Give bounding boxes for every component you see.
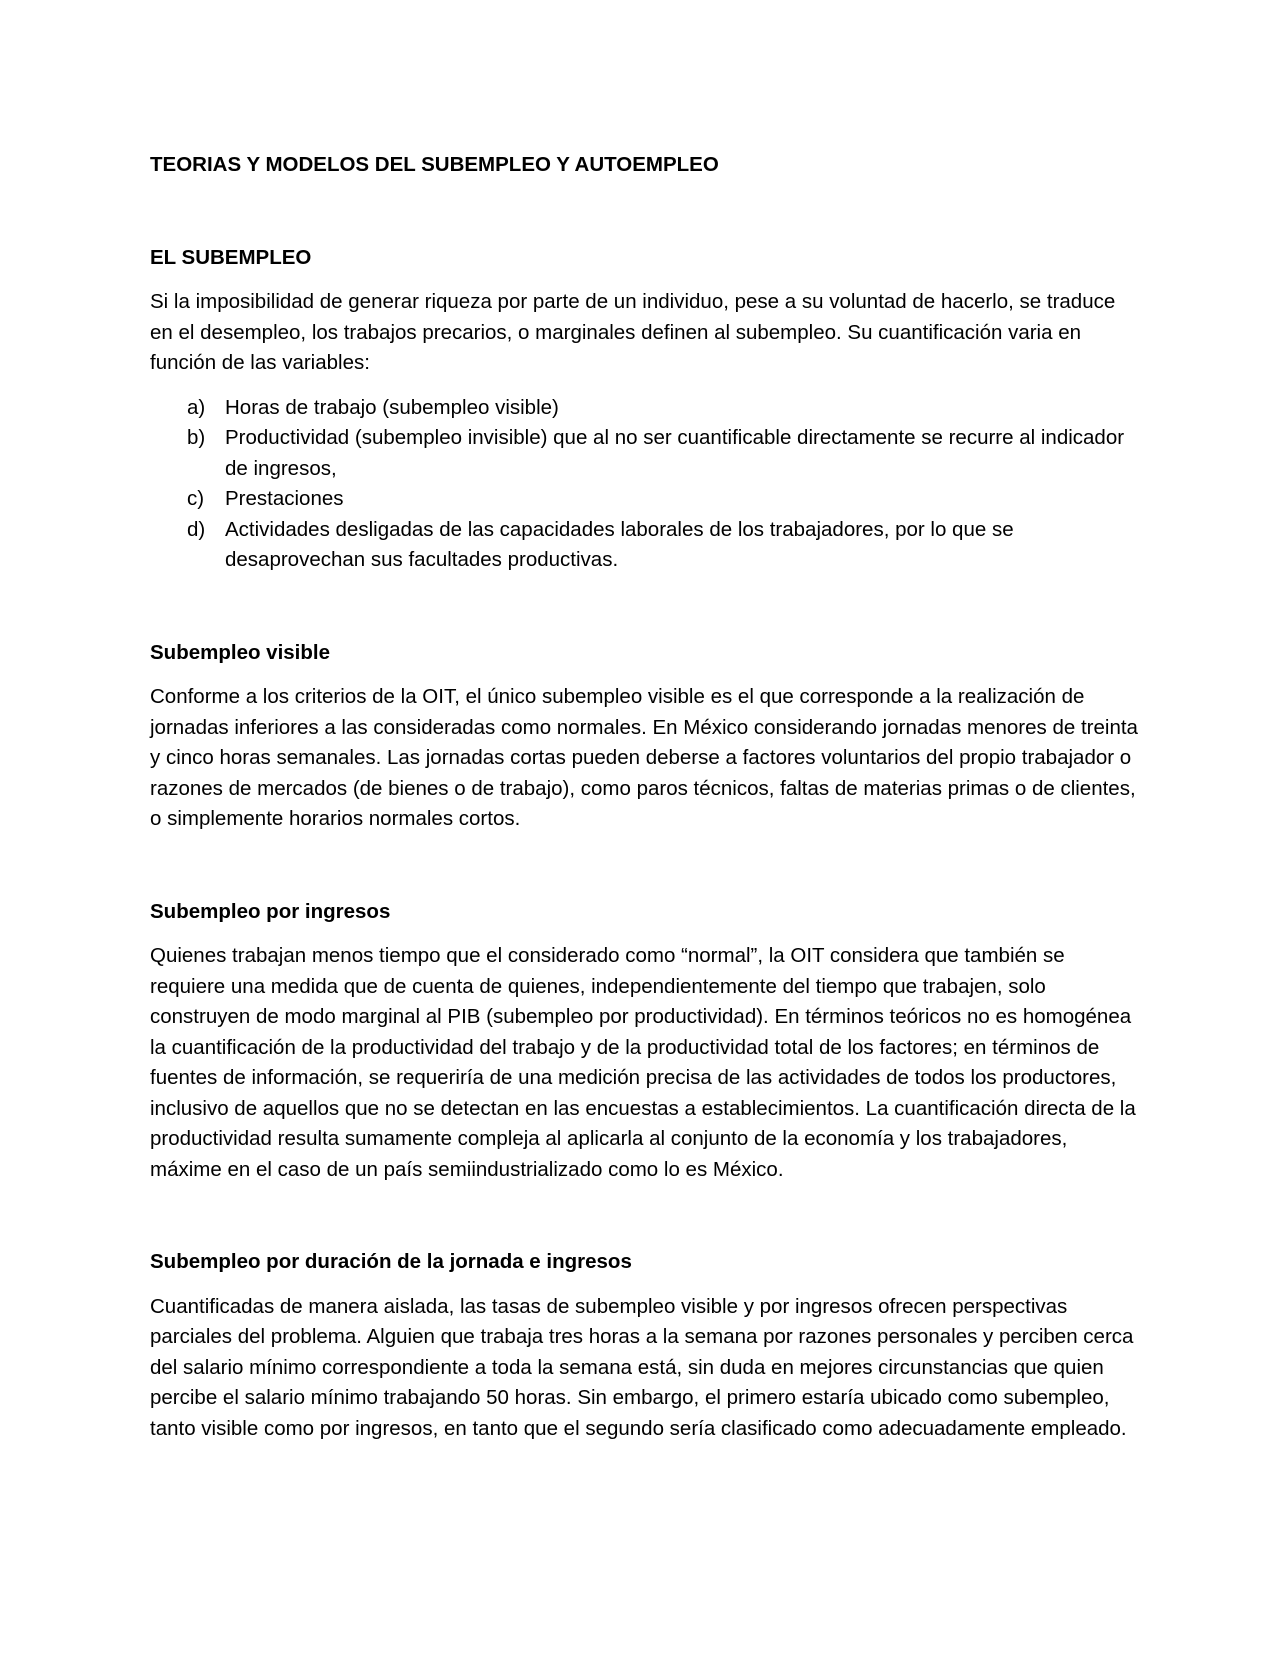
spacer [150,181,1140,243]
list-marker: d) [187,517,206,541]
list-item [150,484,1140,515]
list-item [150,515,1140,576]
section-paragraph-subempleo-ingresos: Quienes trabajan menos tiempo que el considerado como “normal”, la OIT considera que también se requiere una medida que de cuenta de quienes, independientemente del tiempo que trabajen, solo construyen de modo marginal al PIB (subempleo por productividad). En términos teóricos no es homogénea la cuantificación de la productividad del trabajo y de la productividad total de los factores; en términos de fuentes de información, se requeriría de una medición precisa de las actividades de todos los productores, inclusivo de aquellos que no se detectan en las encuestas a establecimientos. La cuantificación directa de la productividad resulta sumamente compleja al aplicarla al conjunto de la economía y los trabajadores, máxime en el caso de un país semiindustrializado como lo es México. [150,944,1136,1181]
spacer [150,668,1140,682]
list-item-text: Horas de trabajo (subempleo visible) [225,395,559,419]
spacer [150,835,1140,897]
list-item [150,393,1140,424]
spacer [150,576,1140,638]
list-marker: c) [187,487,205,510]
variables-list [150,393,1140,576]
list-item [150,423,1140,484]
section-heading-subempleo-visible: Subempleo visible [150,640,330,664]
spacer [150,1278,1140,1292]
section-heading-subempleo: EL SUBEMPLEO [150,245,312,269]
list-item-text: Actividades desligadas de las capacidades laborales de los trabajadores, por lo que se desaprovechan sus facultades productivas. [225,517,1014,571]
list-item-text: Prestaciones [225,487,344,510]
spacer [150,1185,1140,1247]
section-paragraph-subempleo: Si la imposibilidad de generar riqueza por parte de un individuo, pese a su voluntad de hacerlo, se traduce en el desempleo, los trabajos precarios, o marginales definen al subempleo. Su cuantificación varia en función de las variables: [150,290,1116,374]
list-marker: b) [187,426,206,449]
list-item-text: Productividad (subempleo invisible) que al no ser cuantificable directamente se recurre al indicador de ingresos, [225,426,1125,480]
list-marker: a) [187,395,206,419]
section-paragraph-subempleo-visible: Conforme a los criterios de la OIT, el único subempleo visible es el que corresponde a la realización de jornadas inferiores a las consideradas como normales. En México considerando jornadas menores de treinta y cinco horas semanales. Las jornadas cortas pueden deberse a factores voluntarios del propio trabajador o razones de mercados (de bienes o de trabajo), como paros técnicos, faltas de materias primas o de clientes, o simplemente horarios normales cortos. [150,685,1138,830]
spacer [150,379,1140,393]
document-page [150,150,1140,1444]
spacer [150,273,1140,287]
document-title: TEORIAS Y MODELOS DEL SUBEMPLEO Y AUTOEMPLEO [150,153,719,176]
section-heading-subempleo-ingresos: Subempleo por ingresos [150,899,391,923]
section-paragraph-subempleo-duracion: Cuantificadas de manera aislada, las tasas de subempleo visible y por ingresos ofrecen perspectivas parciales del problema. Alguien que trabaja tres horas a la semana por razones personales y perciben cerca del salario mínimo correspondiente a toda la semana está, sin duda en mejores circunstancias que quien percibe el salario mínimo trabajando 50 horas. Sin embargo, el primero estaría ubicado como subempleo, tanto visible como por ingresos, en tanto que el segundo sería clasificado como adecuadamente empleado. [150,1294,1134,1440]
spacer [150,927,1140,941]
section-heading-subempleo-duracion: Subempleo por duración de la jornada e ingresos [150,1250,632,1273]
